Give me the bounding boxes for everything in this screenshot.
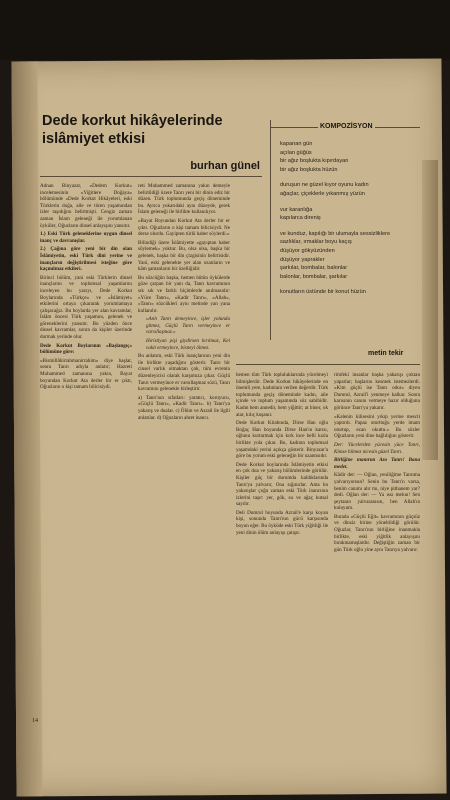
poem-line: düşüyor gökyüzünden <box>280 247 335 254</box>
article-column-2 <box>138 183 230 708</box>
article-column-1 <box>40 183 132 708</box>
page-gutter <box>11 61 42 796</box>
paragraph: Dede Korkut Kitabında, Dirse Han oğlu Boğaç Han boyunda Dirse Han'ın karısı, oğlunu kurtarmak için kırk ince belli kızla birlikte yola çıkar. Bu, kadının toplumsal yaşamdaki yerini açıkça gösterir. Binyazar'a göre bu yorum eski geleneğin bir uzantısıdır. <box>236 420 328 460</box>
paragraph: Dede Korkut boylarında İslâmiyetin etkisi en çok dua ve yakarış bölümlerinde görülür. Kişiler güç bir durumda kaldıklarında Tanrı'ya yalvarır, Ona sığınırlar. Ama bu yakarışlar çoğu zaman eski Türk inancının izlerini taşır: yer, gök, su ve ağaç kutsal sayılır. <box>236 461 328 508</box>
poem-label: KOMPOZİSYON <box>320 123 373 130</box>
poem-line: bir ağız boşlukta hüzün <box>280 166 338 173</box>
paragraph: Bu anlatım, eski Türk inançlarının yeni din ile birlikte yaşadığını gösterir. Tanrı bir cinsel varlık olmaktan çok, tüm evrenin düzenleyicisi olarak karşımıza çıkar. Güçlü Tanrı vermeyince er varsıllaşmaz sözü, Tanrı kavramını gelenekle birleştirir. <box>138 353 230 393</box>
paragraph: Bu sözcüğün başka, hemen bütün öykülerde göze çarpan bir yanı da, Tanrı kavramının sık sık ve farklı biçimlerde anılmasıdır: «Yüce Tanrı», «Kadir Tanrı», «Allah», «Tanrı» sözcükleri aynı metinde yan yana kullanılır. <box>138 274 230 314</box>
poem-text <box>280 140 420 297</box>
paragraph: Deli Dumrul boyunda Azrail'e karşı koyan kişi, sonunda Tanrı'nın gücü karşısında boyun eğer. Bu öyküde eski Türk yiğitliği ile yeni dinin ölüm anlayışı çatışır. <box>236 509 328 536</box>
background-top <box>0 0 450 60</box>
poem-line: açılan güğüs <box>280 149 312 156</box>
paragraph: Birinci bölüm, yani eski Türklerin dinsel inançlarını ve toplumsal yaşamlarını inceleyen bu yazıyı, Dede Korkut Boylarında «Türkçe» ve «İslâmiyet» etkilerini ortaya çıkararak yorumlamaya çalışacağız. Bu boylarda yer alan kavramlar, İslâm öncesi Türk yaşamını, gelenek ve göreneklerini yansıtır. Bu yüzden önce dinsel kavramlar, sonra da kişiler üzerinde durmak yerinde olur. <box>40 274 132 341</box>
quote: Der: Yücelerden yücesin yüce Tanrı, Kimse bilmez nicesin güzel Tanrı. <box>334 441 420 455</box>
paragraph: a) Tanrı'nın sıfatları: yaratıcı, koruyucu, «Güçlü Tanrı», «Kadir Tanrı». b) Tanrı'ya yakarış ve dualar. c) Ölüm ve Azrail ile ilgili anlatılar. d) Oğuzların ahret inancı. <box>138 394 230 421</box>
paragraph: rimfeki insanlar başka yakarışı çoktan yaparlar; başlarını kesmek istemezlerdi. «Kim güçlü ise Tanrı odur» diyen Dumrul, Azrail'i yenmeye kalkar. Sonra karısının canını vermeye hazır olduğunu görünce Tanrı'ya yakarır. <box>334 372 420 411</box>
paragraph: 1.) Eski Türk geleneklerine uygun dinsel inanç ve davranışlar. <box>40 231 132 244</box>
poem-line: sazlıklar, ırmaklar boyu kaçış <box>280 239 352 246</box>
paragraph: Adnan Binyazar, «Dedem Korkut» incelemesinin «Yiğitlere Doğaya» bölümünde «Dede Korkut Hikâyeleri, eski Türklerin doğa, aile ve tören yaşamından izler taşıdığını belirtmişti. Cengiz zaman zaman İslam geleneği ile yorumlanan öyküler, Oğuzların dinsel anlayışını yansıtır. <box>40 183 132 229</box>
poem-line: ve kunduz, kapılığı bir ulumayla sessizliklere <box>280 230 391 237</box>
article-title: Dede korkut hikâyelerinde islâmiyet etkisi <box>42 113 223 147</box>
poem-line: duruşun ne güzel kıyor oyunu kadın <box>280 182 369 189</box>
paragraph: hemen tüm Türk topluluklarında yücelmeyi bilmişlerdir. Dede Korkut hikâyelerinde en önemli yere, kadınlara verilen değerdir. Türk toplumunda geçiş döneminde kadın, aile içinde ve toplum yaşamında söz sahibidir. Kadın hem annedir, hem yiğittir; at biner, ok atar, kılıç kuşanır. <box>236 372 328 418</box>
poem-line: kapanan gün <box>280 141 313 147</box>
article-author: burhan günel <box>190 160 260 172</box>
page-number: 14 <box>32 718 38 724</box>
paragraph: Kâdir der: — Oğlan, yeniliğime Tanrıma yalvarıyorsun? Senin bu Tanrı'n varsa, benim canımı alır mı, niye pithanem yar? dedi. Oğlan der: — Ya ıssı melun! Sen şeytanın yalvaranısın, ben Allah'ın kuluyum. <box>334 472 420 512</box>
poet-name: metin tekir <box>368 350 404 357</box>
paragraph: «Bayat Boyundan Korkut Ata derler bir er çıktı. Oğuzların o kişi tamam bilicisiydi. Ne derse olurdu. Gayipten türlü haber söylerdi.» <box>138 217 230 238</box>
poem-line: düşüyor yaprakler <box>280 256 325 263</box>
next-page-edge <box>422 160 438 460</box>
poem-line: vur karanlığa <box>280 206 313 213</box>
article-column-4 <box>334 372 420 707</box>
poem-line: kapılarca direniş <box>280 215 321 222</box>
quote: «Bismillâhirrahmanirrahim» diye başlar, sonra Tanrı adıyla anlatır; Hazreti Muhammed zamanına yakın, Bayat boyundan Korkut Ata derler bir er çıktı, Oğuzların o kişi tamam bilicisiydi. <box>40 357 132 391</box>
article-column-3 <box>236 372 328 707</box>
paragraph: reti Muhammed zamanına yakın demeyle belirtildiği üzere Tanrı yeni bir dinin ediz bir düzen. Türk toplumunda geçiş döneminde bu. Ayrıca yukarıdaki aynı düzeyde, gerek İslam geleneği ile birlikte kullanılıyor. <box>138 183 230 216</box>
poem-line: şarkılar, bombalar, balonlar <box>280 265 348 272</box>
poem-line: balonlar, bombalar, şarkılar <box>280 273 348 280</box>
quote: «Anlı Tanrı demeyince, işler yolunda gitmez, Güçlü Tanrı vermeyince er varsıllaşmaz.» <box>146 316 230 336</box>
poem-line: bir ağız boşlukta kıpırdayan <box>280 158 349 165</box>
title-rule <box>40 176 262 177</box>
paragraph: «Kalenin kilisesini yıkıp yerine mescit yaptırdı. Papaz oturttuğu yerde imam oturtup, ezan okuttu.» Bu sözler Oğuzların yeni dine bağlılığını gösterir. <box>334 413 420 440</box>
paragraph: Burada «Güçlü Eğit» kavramının güçsüz ve dinsiz birine yöneltildiği görülür. Oğuzlar, Tanrı'nın birliğine inanmakla birlikte, eski yiğitlik anlayışını bırakmamışlardır. Değiştiğin zaman bir gün Türk oğlu yine aynı Tanrıya yalvarır. <box>334 513 420 553</box>
paragraph: 2.) Çağına göre yeni bir din olan İslâmiyetin, eski Türk dini yerine ve inançların değiştirilmesi isteğine göre kaçınılmaz etkileri. <box>40 246 132 273</box>
subheading: Dede Korkut Boylarının «Başlangıç» bölümüne göre: <box>40 342 132 356</box>
paragraph: Bilindiği üzere İslâmiyette «gayıptan haber söylemek» yoktur. Bu, olsa olsa, başka bir gelenek, başka bir din çizgisinin belirtisidir. Yani, eski gelenekte yer alan ozanların ve kâm şamanların bir özelliğidir. <box>138 239 230 273</box>
poem-line: konutların üstünde bir konut hüzün <box>280 289 366 296</box>
poem-line: ağaçlar, çiçeklerle yıkanmış yüzün <box>280 190 365 197</box>
subheading: Birliğine ınanırım Azo Tanrı! Bana medet. <box>334 457 420 470</box>
poem-bottom-rule <box>236 364 420 365</box>
quote: Hıristiyan pişi giydirsen kırılmaz, Kel vakit ermeyince, bisneyi ölmez. <box>146 338 230 351</box>
